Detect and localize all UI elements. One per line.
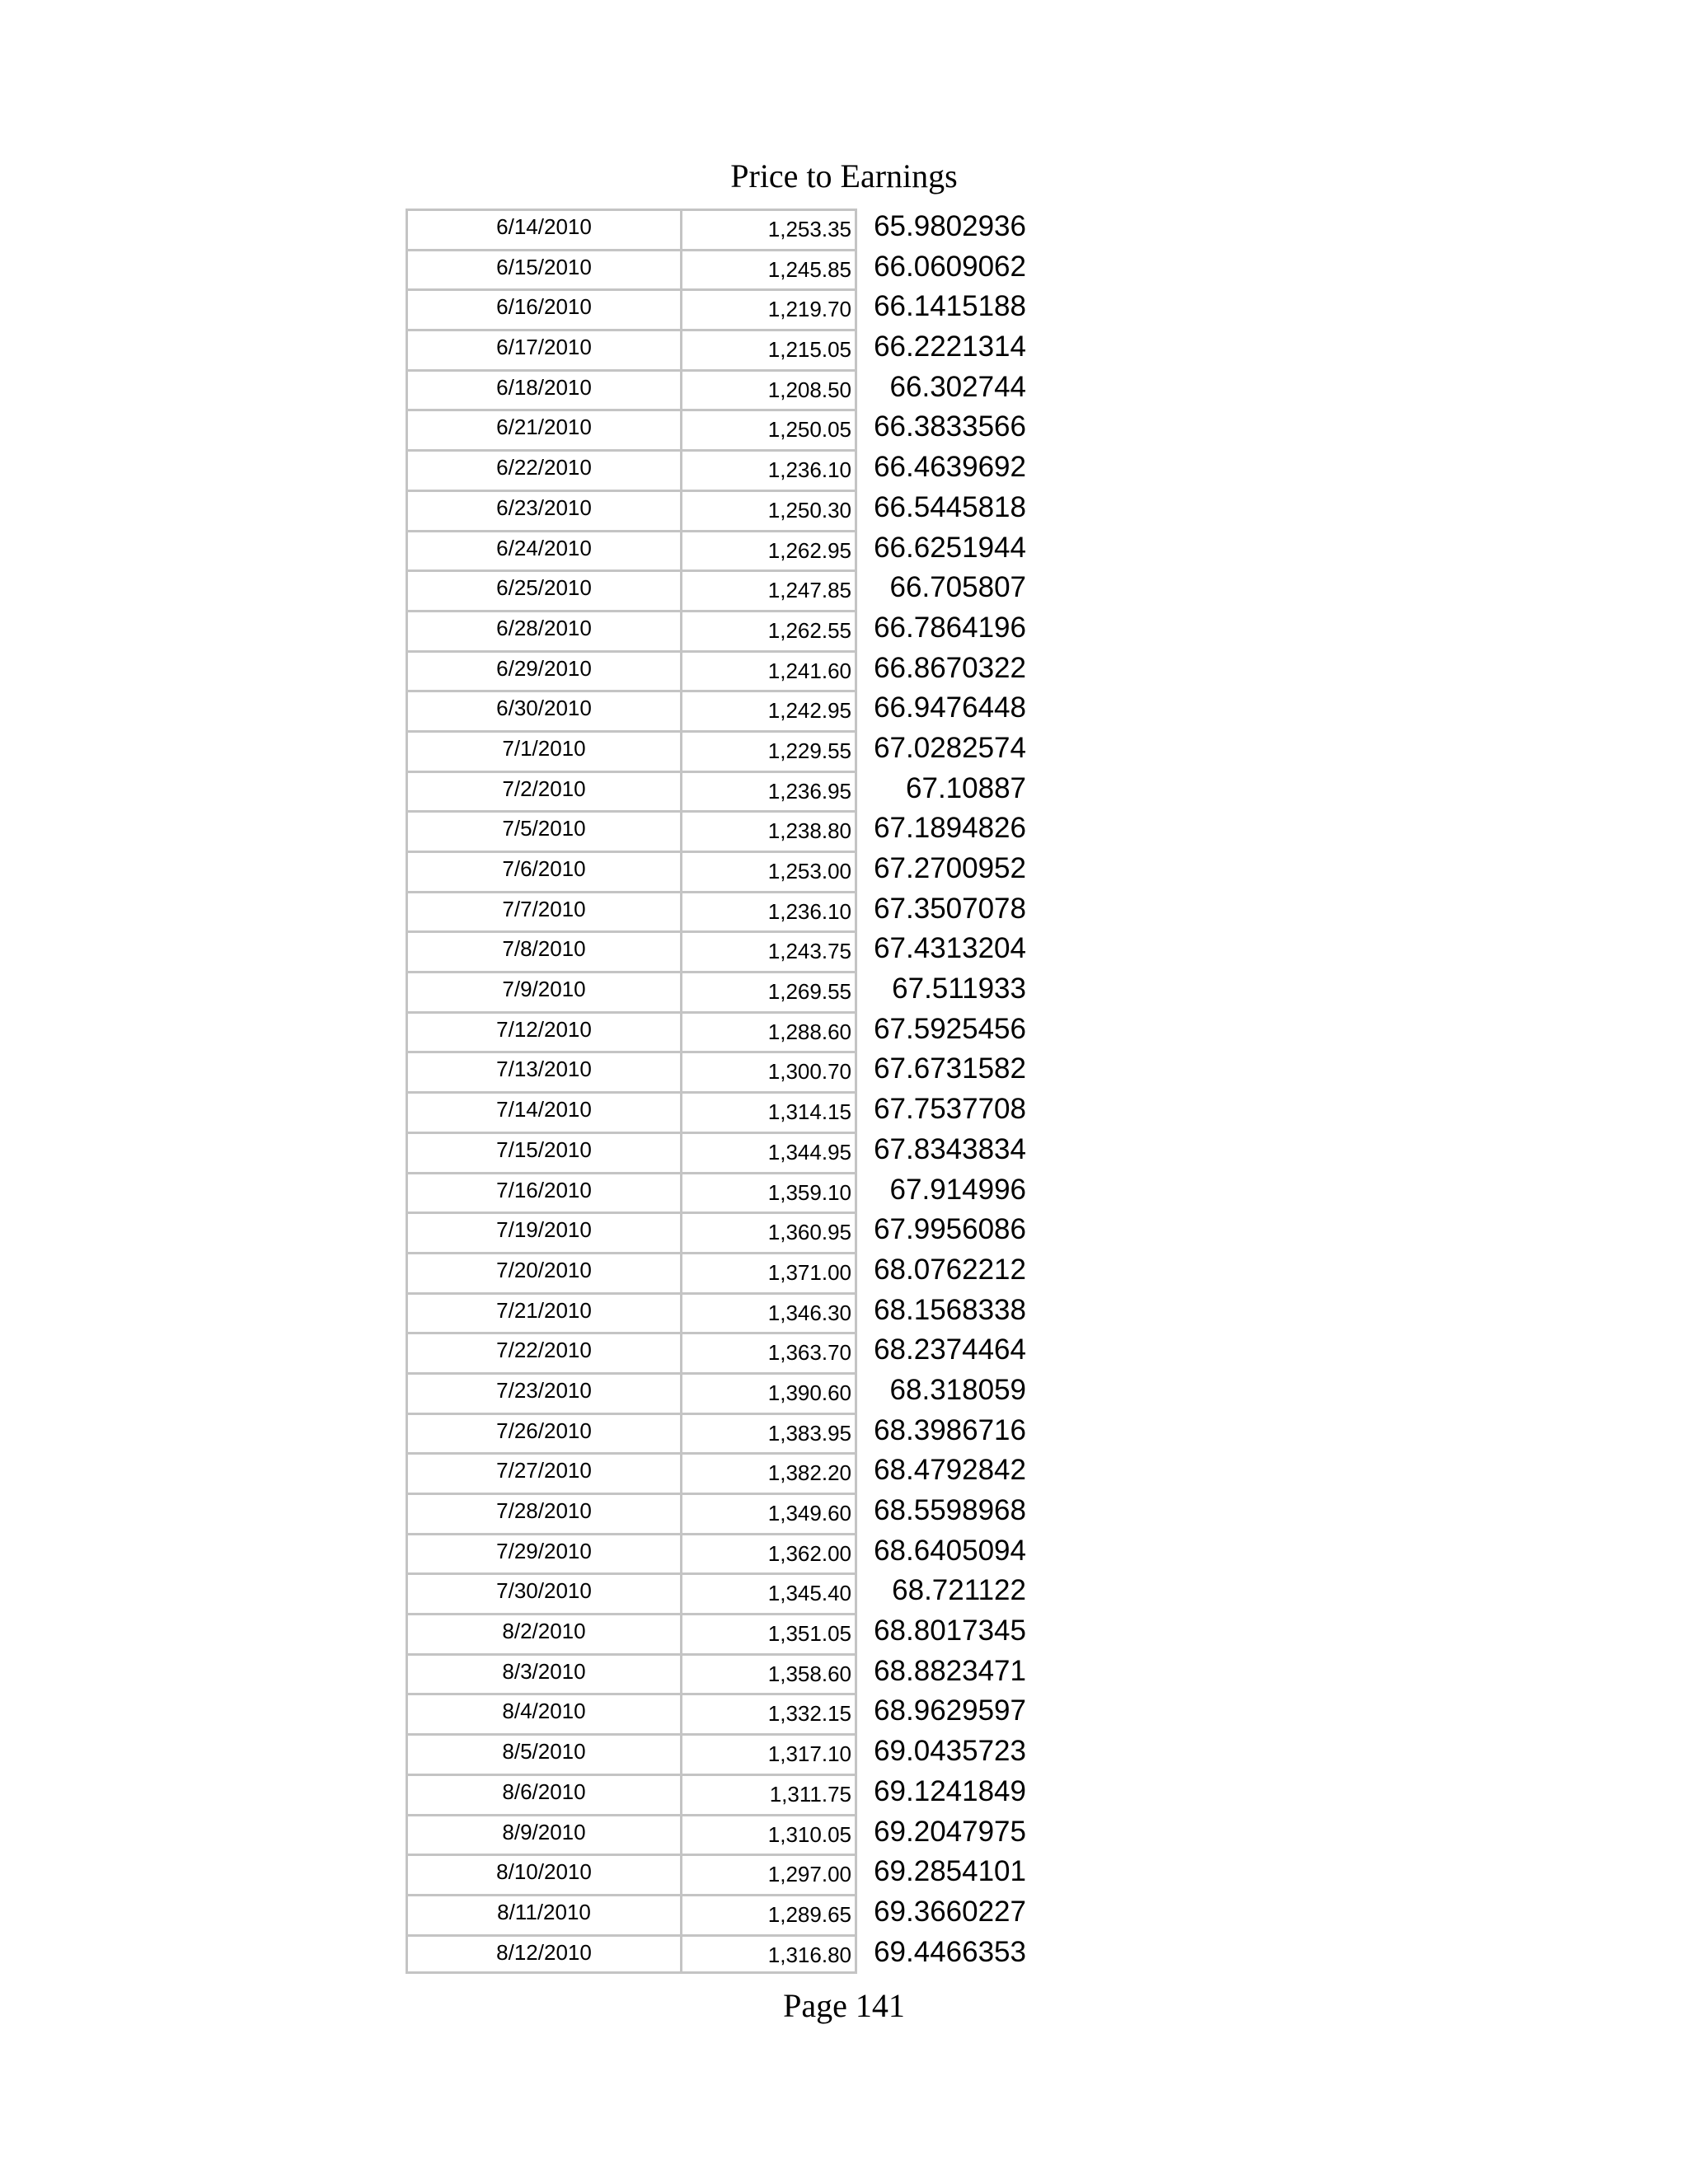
pe-ratio-cell: 67.2700952: [874, 852, 1026, 884]
table-row: [406, 1894, 1032, 1934]
price-cell: 1,288.60: [682, 1011, 857, 1052]
pe-ratio-cell: 67.1894826: [874, 812, 1026, 845]
price-cell: 1,236.10: [682, 891, 857, 931]
date-cell: 6/29/2010: [406, 650, 682, 691]
table-row: [406, 771, 1032, 811]
date-cell: 8/11/2010: [406, 1894, 682, 1934]
date-cell: 7/19/2010: [406, 1212, 682, 1252]
date-cell: 6/17/2010: [406, 329, 682, 369]
table-row: [406, 891, 1032, 931]
date-cell: 6/14/2010: [406, 209, 682, 249]
pe-ratio-cell: 69.2047975: [874, 1815, 1026, 1848]
pe-ratio-cell: 69.3660227: [874, 1895, 1026, 1928]
table-row: [406, 1854, 1032, 1894]
price-cell: 1,243.75: [682, 930, 857, 971]
price-cell: 1,344.95: [682, 1132, 857, 1172]
pe-ratio-cell: 67.511933: [892, 972, 1026, 1005]
table-row: [406, 329, 1032, 369]
price-cell: 1,349.60: [682, 1493, 857, 1533]
price-cell: 1,262.95: [682, 530, 857, 570]
date-cell: 8/5/2010: [406, 1733, 682, 1774]
table-row: [406, 1051, 1032, 1091]
date-cell: 6/16/2010: [406, 288, 682, 329]
price-cell: 1,241.60: [682, 650, 857, 691]
pe-ratio-cell: 68.6405094: [874, 1534, 1026, 1567]
pe-ratio-cell: 66.7864196: [874, 611, 1026, 644]
date-cell: 7/12/2010: [406, 1011, 682, 1052]
price-cell: 1,363.70: [682, 1332, 857, 1372]
page-number: Page 141: [783, 1987, 905, 2024]
date-cell: 6/22/2010: [406, 449, 682, 490]
table-row: [406, 1493, 1032, 1533]
table-row: [406, 1212, 1032, 1252]
pe-ratio-cell: 68.8017345: [874, 1615, 1026, 1647]
price-cell: 1,360.95: [682, 1212, 857, 1252]
date-cell: 7/21/2010: [406, 1292, 682, 1333]
pe-ratio-cell: 66.3833566: [874, 410, 1026, 443]
pe-ratio-cell: 68.3986716: [874, 1413, 1026, 1446]
price-cell: 1,358.60: [682, 1653, 857, 1694]
table-row: [406, 730, 1032, 771]
date-cell: 6/25/2010: [406, 569, 682, 610]
price-cell: 1,300.70: [682, 1051, 857, 1091]
price-cell: 1,247.85: [682, 569, 857, 610]
table-row: [406, 249, 1032, 289]
pe-ratio-cell: 66.4639692: [874, 451, 1026, 484]
price-cell: 1,362.00: [682, 1533, 857, 1573]
pe-ratio-cell: 67.8343834: [874, 1132, 1026, 1165]
table-row: [406, 610, 1032, 650]
date-cell: 7/23/2010: [406, 1372, 682, 1413]
price-cell: 1,219.70: [682, 288, 857, 329]
pe-ratio-cell: 66.6251944: [874, 531, 1026, 564]
date-cell: 7/29/2010: [406, 1533, 682, 1573]
pe-ratio-cell: 68.1568338: [874, 1293, 1026, 1326]
price-cell: 1,236.10: [682, 449, 857, 490]
price-cell: 1,208.50: [682, 369, 857, 410]
price-cell: 1,346.30: [682, 1292, 857, 1333]
date-cell: 7/6/2010: [406, 851, 682, 891]
price-cell: 1,250.30: [682, 490, 857, 530]
pe-ratio-cell: 67.6731582: [874, 1052, 1026, 1085]
date-cell: 7/7/2010: [406, 891, 682, 931]
price-cell: 1,236.95: [682, 771, 857, 811]
date-cell: 7/22/2010: [406, 1332, 682, 1372]
date-cell: 7/8/2010: [406, 930, 682, 971]
pe-ratio-cell: 67.10887: [906, 771, 1026, 804]
date-cell: 7/15/2010: [406, 1132, 682, 1172]
pe-ratio-cell: 66.9476448: [874, 691, 1026, 724]
date-cell: 7/13/2010: [406, 1051, 682, 1091]
price-cell: 1,314.15: [682, 1091, 857, 1132]
pe-ratio-cell: 67.3507078: [874, 892, 1026, 925]
pe-ratio-cell: 66.302744: [889, 370, 1026, 403]
pe-ratio-cell: 66.2221314: [874, 330, 1026, 363]
pe-ratio-cell: 68.2374464: [874, 1333, 1026, 1366]
price-cell: 1,262.55: [682, 610, 857, 650]
pe-ratio-cell: 66.8670322: [874, 651, 1026, 684]
date-cell: 7/14/2010: [406, 1091, 682, 1132]
date-cell: 8/10/2010: [406, 1854, 682, 1894]
pe-ratio-cell: 66.1415188: [874, 290, 1026, 323]
pe-ratio-cell: 68.318059: [889, 1373, 1026, 1406]
table-row: [406, 1653, 1032, 1694]
date-cell: 7/20/2010: [406, 1252, 682, 1292]
price-cell: 1,238.80: [682, 810, 857, 851]
date-cell: 7/27/2010: [406, 1452, 682, 1493]
date-cell: 6/23/2010: [406, 490, 682, 530]
date-cell: 8/4/2010: [406, 1693, 682, 1733]
date-cell: 7/28/2010: [406, 1493, 682, 1533]
date-cell: 6/18/2010: [406, 369, 682, 410]
table-row: [406, 1613, 1032, 1653]
pe-ratio-cell: 66.5445818: [874, 490, 1026, 523]
table-row: [406, 1011, 1032, 1052]
table-row: [406, 1693, 1032, 1733]
date-cell: 7/9/2010: [406, 971, 682, 1011]
pe-ratio-cell: 68.4792842: [874, 1454, 1026, 1487]
table-row: [406, 369, 1032, 410]
table-row: [406, 851, 1032, 891]
page-title: Price to Earnings: [730, 157, 958, 194]
table-row: [406, 810, 1032, 851]
date-cell: 8/3/2010: [406, 1653, 682, 1694]
price-cell: 1,250.05: [682, 409, 857, 449]
price-cell: 1,253.35: [682, 209, 857, 249]
price-cell: 1,316.80: [682, 1934, 857, 1975]
price-cell: 1,269.55: [682, 971, 857, 1011]
date-cell: 6/30/2010: [406, 690, 682, 730]
table-row: [406, 1413, 1032, 1453]
table-row: [406, 1814, 1032, 1854]
table-row: [406, 971, 1032, 1011]
price-cell: 1,390.60: [682, 1372, 857, 1413]
table-row: [406, 569, 1032, 610]
pe-ratio-cell: 68.721122: [892, 1574, 1026, 1607]
date-cell: 8/6/2010: [406, 1774, 682, 1814]
table-row: [406, 288, 1032, 329]
date-cell: 7/5/2010: [406, 810, 682, 851]
price-cell: 1,311.75: [682, 1774, 857, 1814]
price-cell: 1,382.20: [682, 1452, 857, 1493]
table-row: [406, 1332, 1032, 1372]
table-row: [406, 1774, 1032, 1814]
pe-ratio-cell: 68.9629597: [874, 1694, 1026, 1727]
table-row: [406, 1292, 1032, 1333]
price-earnings-table: [406, 209, 1032, 1974]
date-cell: 7/1/2010: [406, 730, 682, 771]
date-cell: 7/2/2010: [406, 771, 682, 811]
price-cell: 1,371.00: [682, 1252, 857, 1292]
price-cell: 1,310.05: [682, 1814, 857, 1854]
pe-ratio-cell: 66.705807: [889, 571, 1026, 604]
date-cell: 8/9/2010: [406, 1814, 682, 1854]
date-cell: 8/2/2010: [406, 1613, 682, 1653]
table-row: [406, 930, 1032, 971]
price-cell: 1,289.65: [682, 1894, 857, 1934]
table-row: [406, 1452, 1032, 1493]
table-row: [406, 1733, 1032, 1774]
pe-ratio-cell: 67.5925456: [874, 1012, 1026, 1045]
pe-ratio-cell: 68.8823471: [874, 1654, 1026, 1687]
price-cell: 1,332.15: [682, 1693, 857, 1733]
pe-ratio-cell: 67.0282574: [874, 731, 1026, 764]
table-row: [406, 690, 1032, 730]
pe-ratio-cell: 67.9956086: [874, 1213, 1026, 1246]
table-row: [406, 1172, 1032, 1212]
date-cell: 6/15/2010: [406, 249, 682, 289]
date-cell: 6/28/2010: [406, 610, 682, 650]
price-cell: 1,351.05: [682, 1613, 857, 1653]
table-row: [406, 1572, 1032, 1613]
pe-ratio-cell: 68.0762212: [874, 1253, 1026, 1286]
date-cell: 6/24/2010: [406, 530, 682, 570]
table-row: [406, 1091, 1032, 1132]
price-cell: 1,229.55: [682, 730, 857, 771]
date-cell: 8/12/2010: [406, 1934, 682, 1975]
date-cell: 7/30/2010: [406, 1572, 682, 1613]
price-cell: 1,297.00: [682, 1854, 857, 1894]
table-row: [406, 409, 1032, 449]
table-row: [406, 1533, 1032, 1573]
price-cell: 1,317.10: [682, 1733, 857, 1774]
table-row: [406, 530, 1032, 570]
pe-ratio-cell: 65.9802936: [874, 210, 1026, 242]
pe-ratio-cell: 69.1241849: [874, 1774, 1026, 1807]
price-cell: 1,359.10: [682, 1172, 857, 1212]
price-cell: 1,253.00: [682, 851, 857, 891]
table-row: [406, 650, 1032, 691]
price-cell: 1,215.05: [682, 329, 857, 369]
table-row: [406, 1934, 1032, 1975]
table-row: [406, 1132, 1032, 1172]
price-cell: 1,245.85: [682, 249, 857, 289]
pe-ratio-cell: 66.0609062: [874, 250, 1026, 283]
pe-ratio-cell: 67.7537708: [874, 1093, 1026, 1126]
table-row: [406, 209, 1032, 249]
pe-ratio-cell: 69.0435723: [874, 1735, 1026, 1768]
price-cell: 1,383.95: [682, 1413, 857, 1453]
pe-ratio-cell: 67.4313204: [874, 932, 1026, 965]
date-cell: 7/26/2010: [406, 1413, 682, 1453]
date-cell: 6/21/2010: [406, 409, 682, 449]
pe-ratio-cell: 67.914996: [889, 1173, 1026, 1206]
pe-ratio-cell: 68.5598968: [874, 1494, 1026, 1526]
price-cell: 1,242.95: [682, 690, 857, 730]
pe-ratio-cell: 69.4466353: [874, 1935, 1026, 1968]
table-row: [406, 449, 1032, 490]
date-cell: 7/16/2010: [406, 1172, 682, 1212]
pe-ratio-cell: 69.2854101: [874, 1855, 1026, 1888]
table-row: [406, 1252, 1032, 1292]
table-row: [406, 1372, 1032, 1413]
price-cell: 1,345.40: [682, 1572, 857, 1613]
table-row: [406, 490, 1032, 530]
